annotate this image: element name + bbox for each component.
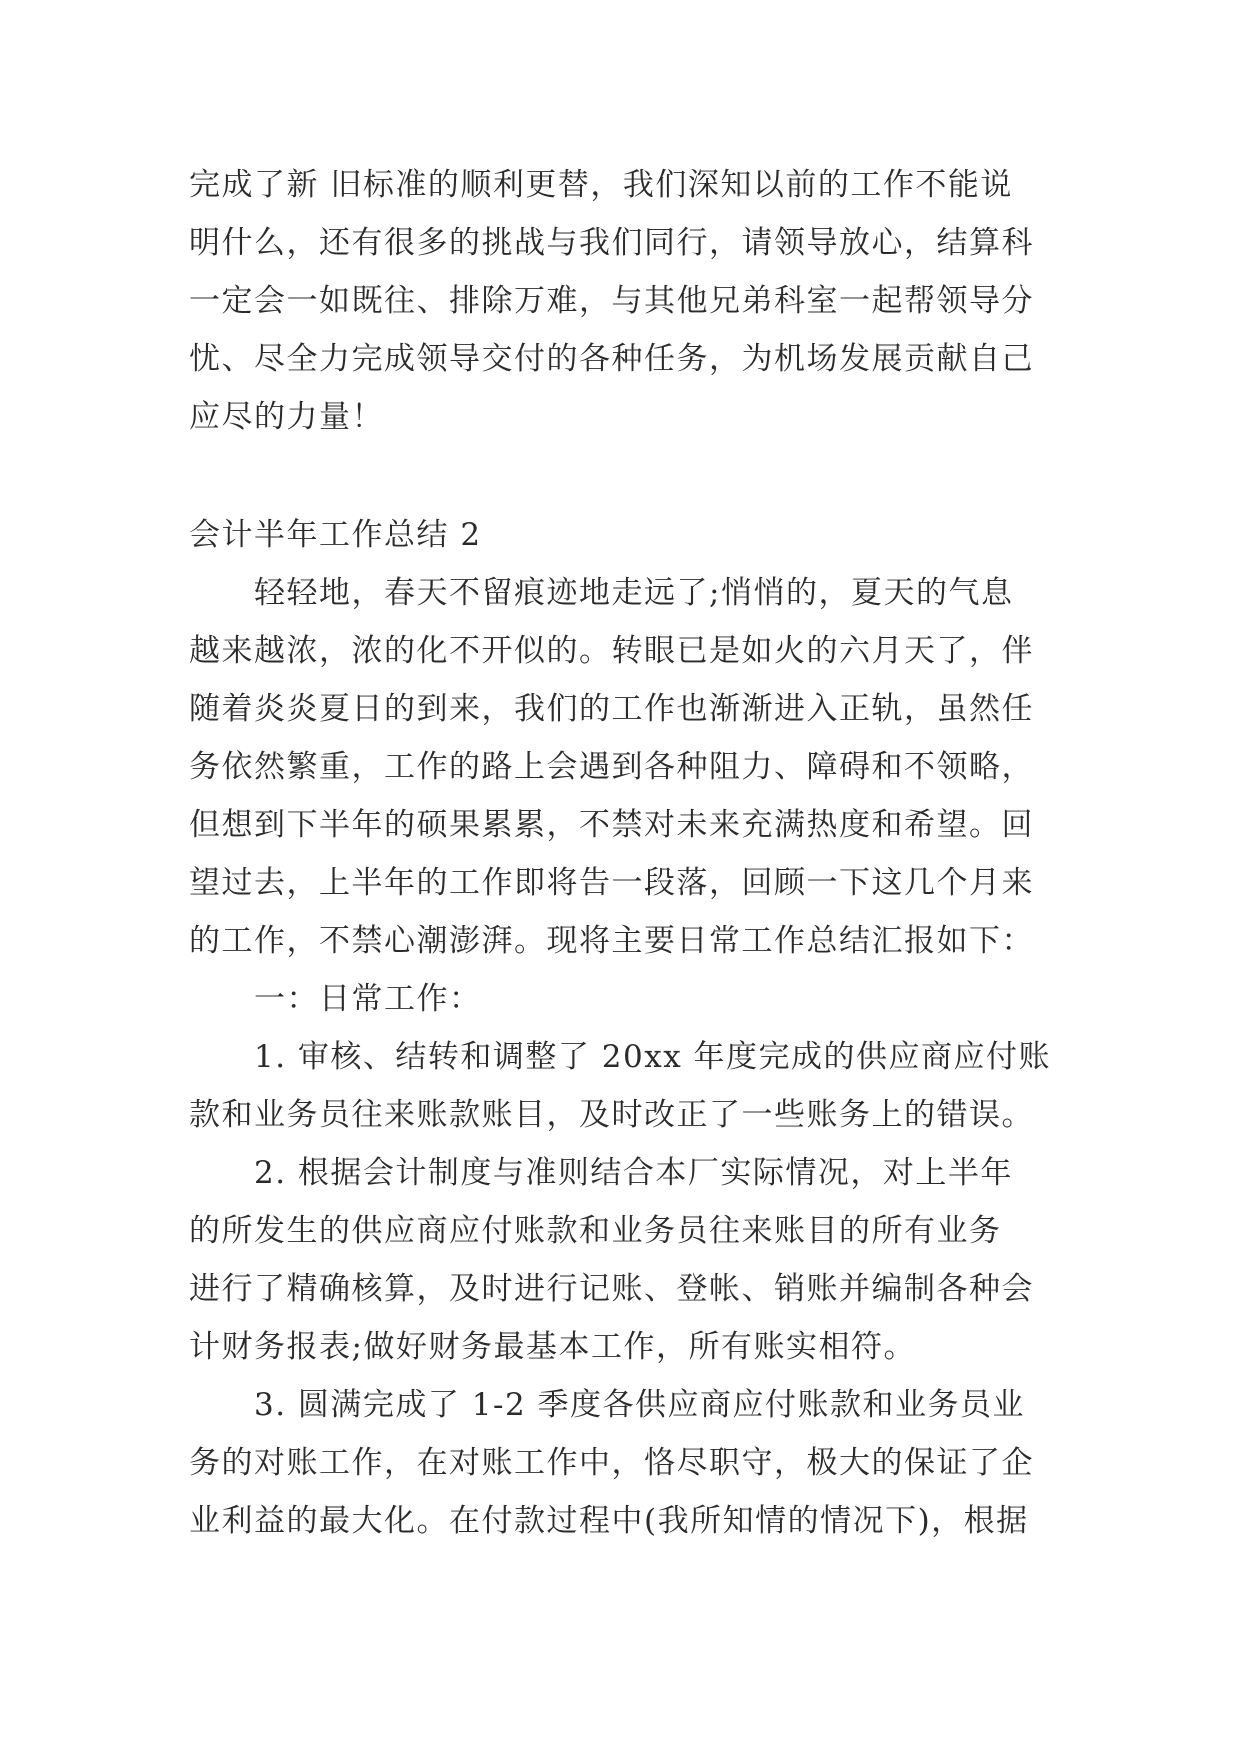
body-line: 随着炎炎夏日的到来，我们的工作也渐渐进入正轨，虽然任 (189, 691, 1034, 727)
paragraph-line: 应尽的力量！ (189, 399, 384, 435)
list-item-3-continued: 业利益的最大化。在付款过程中(我所知情的情况下)，根据 (189, 1503, 1029, 1539)
paragraph-line: 明什么，还有很多的挑战与我们同行，请领导放心，结算科 (189, 225, 1034, 261)
body-line: 但想到下半年的硕果累累，不禁对未来充满热度和希望。回 (189, 807, 1034, 843)
list-item-3: 3. 圆满完成了 1-2 季度各供应商应付账款和业务员业 (189, 1387, 1026, 1423)
body-line: 轻轻地，春天不留痕迹地走远了;悄悄的，夏天的气息 (189, 575, 1014, 611)
paragraph-line: 一定会一如既往、排除万难，与其他兄弟科室一起帮领导分 (189, 283, 1034, 319)
section-body (189, 564, 1069, 1550)
body-line: 望过去，上半年的工作即将告一段落，回顾一下这几个月来 (189, 865, 1034, 901)
list-item-2-continued: 计财务报表;做好财务最基本工作，所有账实相符。 (189, 1329, 916, 1365)
list-item-2: 2. 根据会计制度与准则结合本厂实际情况，对上半年 (189, 1155, 1013, 1191)
list-item-3-continued: 务的对账工作，在对账工作中，恪尽职守，极大的保证了企 (189, 1445, 1034, 1481)
list-item-2-continued: 进行了精确核算，及时进行记账、登帐、销账并编制各种会 (189, 1271, 1034, 1307)
body-line: 的工作，不禁心潮澎湃。现将主要日常工作总结汇报如下： (189, 923, 1034, 959)
paragraph-line: 忧、尽全力完成领导交付的各种任务，为机场发展贡献自己 (189, 341, 1034, 377)
list-item-1-continued: 款和业务员往来账款账目，及时改正了一些账务上的错误。 (189, 1097, 1034, 1133)
body-line: 务依然繁重，工作的路上会遇到各种阻力、障碍和不领略， (189, 749, 1034, 785)
list-item-2-continued: 的所发生的供应商应付账款和业务员往来账目的所有业务 (189, 1213, 1002, 1249)
continued-paragraph (189, 156, 1069, 446)
body-line: 越来越浓，浓的化不开似的。转眼已是如火的六月天了，伴 (189, 633, 1034, 669)
section-heading (189, 506, 1069, 564)
list-item-1: 1. 审核、结转和调整了 20xx 年度完成的供应商应付账 (189, 1039, 1052, 1075)
paragraph-line: 完成了新 旧标准的顺利更替，我们深知以前的工作不能说 (189, 167, 1013, 203)
section-title: 会计半年工作总结 2 (189, 517, 482, 553)
list-heading-daily-work: 一：日常工作： (189, 981, 482, 1017)
